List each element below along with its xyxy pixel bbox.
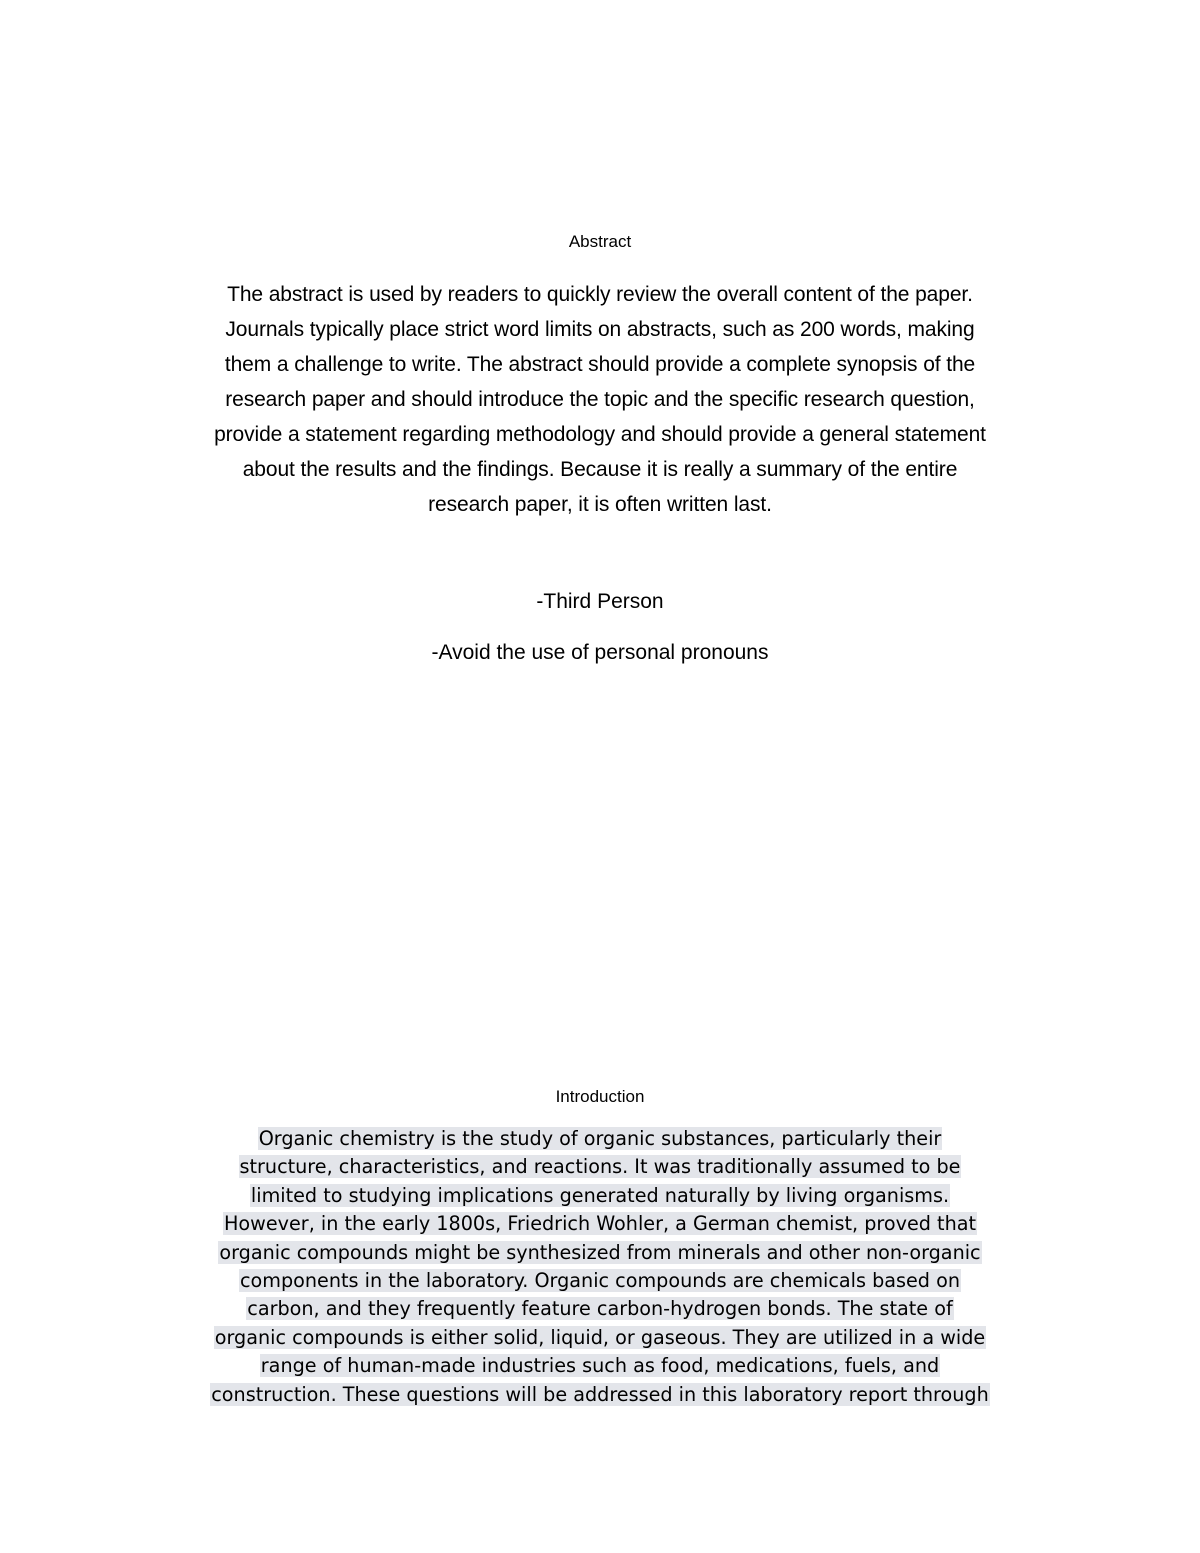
highlighted-text: range of human-made industries such as food, medications, fuels, and bbox=[260, 1354, 940, 1378]
highlighted-text: However, in the early 1800s, Friedrich Wohler, a German chemist, proved that bbox=[223, 1212, 977, 1236]
highlighted-text: limited to studying implications generated naturally by living organisms. bbox=[250, 1183, 950, 1207]
abstract-line: Journals typically place strict word limits on abstracts, such as 200 words, making bbox=[225, 318, 975, 341]
introduction-line bbox=[100, 1125, 1100, 1153]
introduction-line bbox=[100, 1153, 1100, 1181]
introduction-heading: Introduction bbox=[555, 1087, 645, 1106]
note-avoid-pronouns: -Avoid the use of personal pronouns bbox=[431, 641, 769, 664]
highlighted-text: components in the laboratory. Organic compounds are chemicals based on bbox=[240, 1269, 960, 1293]
abstract-heading: Abstract bbox=[568, 232, 632, 251]
highlighted-text: organic compounds might be synthesized from minerals and other non-organic bbox=[219, 1240, 981, 1264]
introduction-line bbox=[100, 1210, 1100, 1238]
highlighted-text: carbon, and they frequently feature carbon-hydrogen bonds. The state of bbox=[247, 1297, 953, 1321]
introduction-line bbox=[100, 1267, 1100, 1295]
abstract-line: research paper and should introduce the topic and the specific research question, bbox=[225, 388, 975, 411]
introduction-line bbox=[100, 1182, 1100, 1210]
highlighted-text: organic compounds is either solid, liquid, or gaseous. They are utilized in a wide bbox=[214, 1325, 986, 1349]
highlighted-text: structure, characteristics, and reactions. It was traditionally assumed to be bbox=[239, 1155, 961, 1179]
introduction-line bbox=[100, 1381, 1100, 1409]
introduction-line bbox=[100, 1324, 1100, 1352]
abstract-line: The abstract is used by readers to quickly review the overall content of the paper. bbox=[227, 283, 973, 306]
introduction-line bbox=[100, 1352, 1100, 1380]
introduction-paragraph bbox=[100, 1125, 1100, 1409]
abstract-line: them a challenge to write. The abstract should provide a complete synopsis of the bbox=[224, 353, 976, 376]
introduction-line bbox=[100, 1295, 1100, 1323]
introduction-line bbox=[100, 1239, 1100, 1267]
abstract-line: provide a statement regarding methodology and should provide a general statement bbox=[214, 423, 986, 446]
highlighted-text: construction. These questions will be addressed in this laboratory report through bbox=[211, 1382, 989, 1406]
abstract-line: about the results and the findings. Because it is really a summary of the entire bbox=[242, 458, 958, 481]
abstract-paragraph bbox=[130, 277, 1070, 522]
note-third-person: -Third Person bbox=[536, 590, 664, 613]
abstract-line: research paper, it is often written last. bbox=[428, 493, 772, 516]
highlighted-text: Organic chemistry is the study of organic substances, particularly their bbox=[258, 1127, 942, 1150]
